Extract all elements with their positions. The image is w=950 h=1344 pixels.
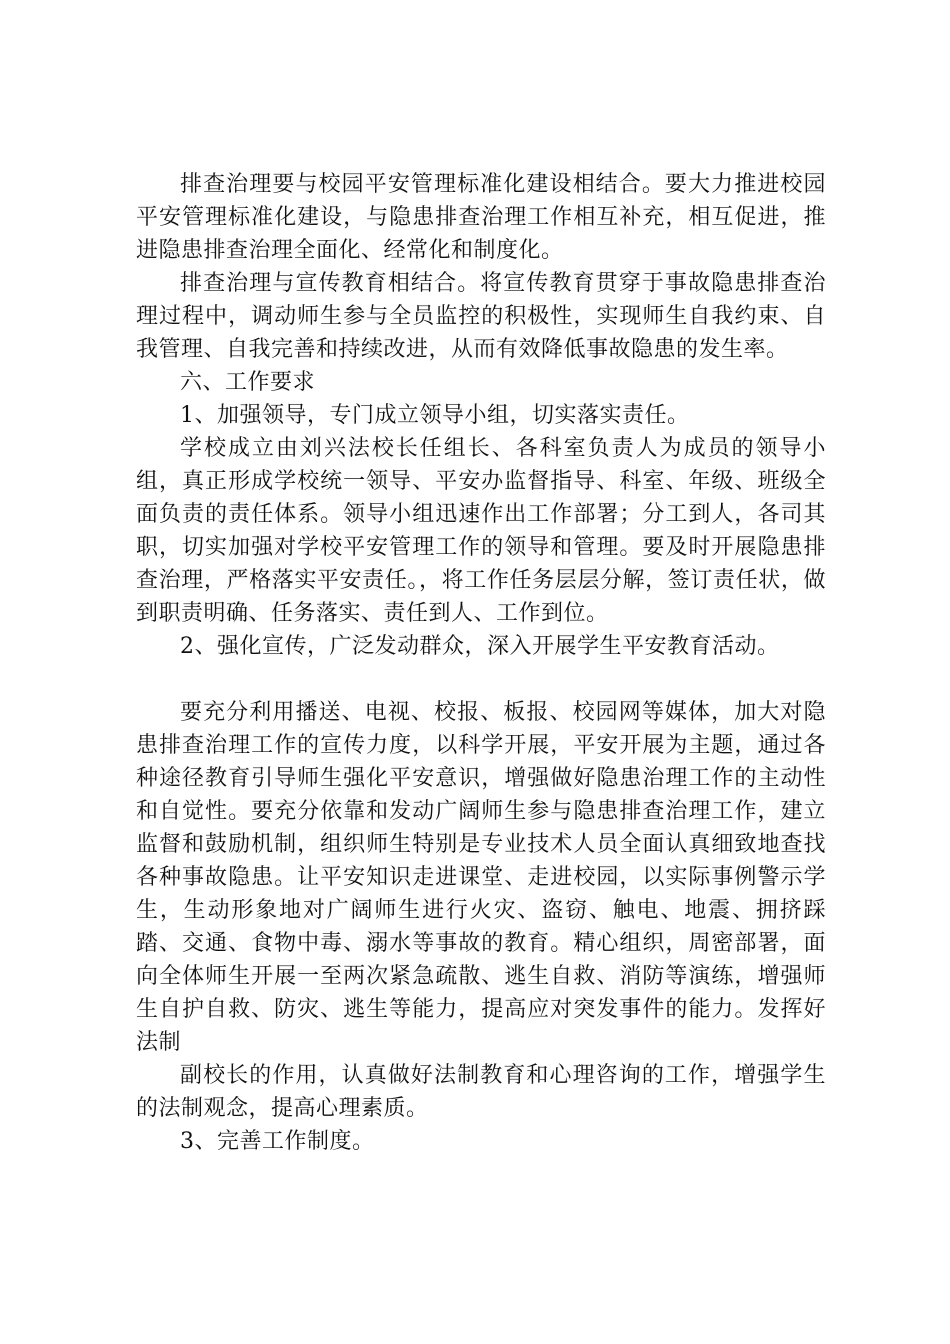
paragraph-media-publicity: 要充分利用播送、电视、校报、板报、校园网等媒体，加大对隐患排查治理工作的宣传力度，以科学开展，平安开展为主题，通过各种途径教育引导师生强化平安意识，增强做好隐患治理工作的主动性和自觉性。要充分依靠和发动广阔师生参与隐患排查治理工作，建立监督和鼓励机制，组织师生特别是专业技术人员全面认真细致地查找各种事故隐患。让平安知识走进课堂、走进校园，以实际事例警示学生，生动形象地对广阔师生进行火灾、盗窃、触电、地震、拥挤踩踏、交通、食物中毒、溺水等事故的教育。精心组织，周密部署，面向全体师生开展一至两次紧急疏散、逃生自救、消防等演练，增强师生自护自救、防灾、逃生等能力，提高应对突发事件的能力。发挥好法制 xyxy=(136,700,826,1055)
item-3-heading: 3、完善工作制度。 xyxy=(180,1129,375,1154)
paragraph-standardization: 排查治理要与校园平安管理标准化建设相结合。要大力推进校园平安管理标准化建设，与隐患排查治理工作相互补充，相互促进，推进隐患排查治理全面化、经常化和制度化。 xyxy=(136,172,826,263)
paragraph-publicity-education: 排查治理与宣传教育相结合。将宣传教育贯穿于事故隐患排查治理过程中，调动师生参与全员监控的积极性，实现师生自我约束、自我管理、自我完善和持续改进，从而有效降低事故隐患的发生率。 xyxy=(136,271,826,362)
item-1-heading: 1、加强领导，专门成立领导小组，切实落实责任。 xyxy=(180,403,690,428)
paragraph-leadership-group: 学校成立由刘兴法校长任组长、各科室负责人为成员的领导小组，真正形成学校统一领导、平安办监督指导、科室、年级、班级全面负责的责任体系。领导小组迅速作出工作部署；分工到人，各司其职，切实加强对学校平安管理工作的领导和管理。要及时开展隐患排查治理，严格落实平安责任。，将工作任务层层分解，签订责任状，做到职责明确、任务落实、责任到人、工作到位。 xyxy=(136,436,826,626)
section-heading-work-requirements: 六、工作要求 xyxy=(180,370,316,395)
blank-line xyxy=(136,663,826,696)
document-page xyxy=(136,168,826,1158)
item-2-heading: 2、强化宣传，广泛发动群众，深入开展学生平安教育活动。 xyxy=(180,634,780,659)
paragraph-legal-vice-principal: 副校长的作用，认真做好法制教育和心理咨询的工作，增强学生的法制观念，提高心理素质。 xyxy=(136,1063,826,1121)
